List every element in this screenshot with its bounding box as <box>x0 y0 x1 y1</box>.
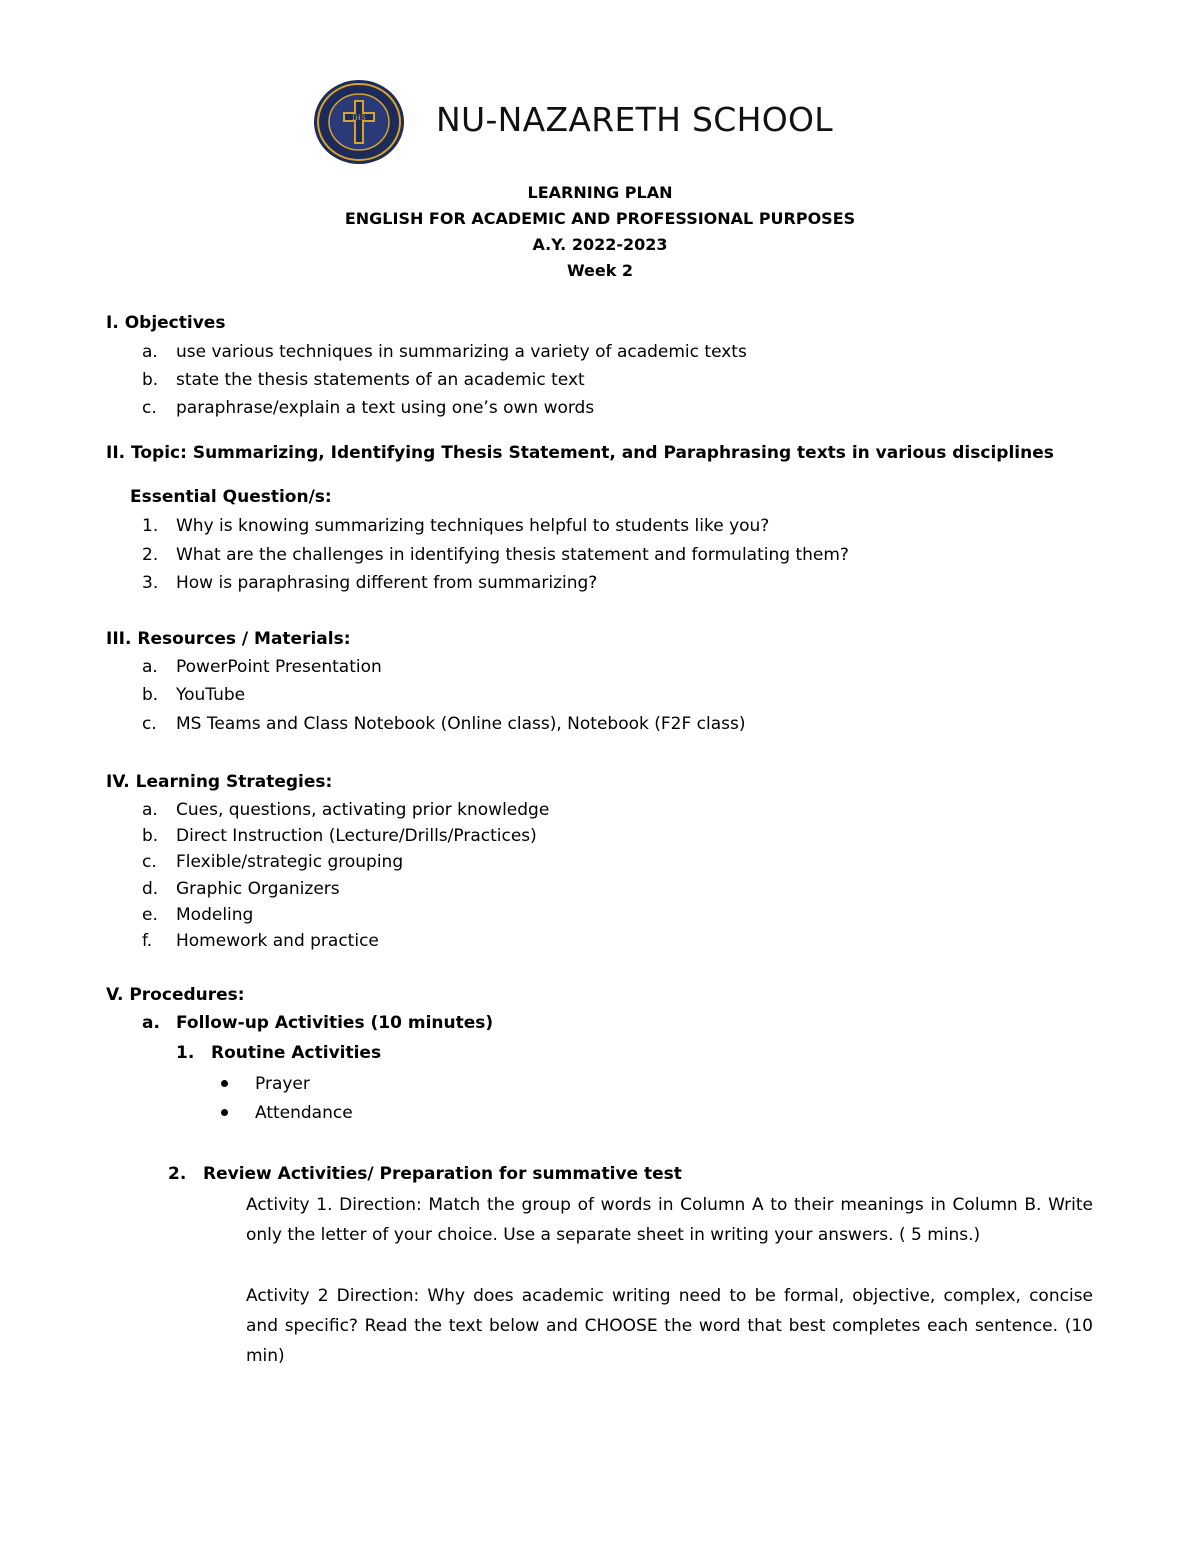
subject-title: ENGLISH FOR ACADEMIC AND PROFESSIONAL PURPOSES <box>344 209 856 228</box>
list-item: How is paraphrasing different from summarizing? <box>176 573 598 593</box>
list-item: PowerPoint Presentation <box>176 657 382 677</box>
list-item: Why is knowing summarizing techniques helpful to students like you? <box>176 516 770 536</box>
bullet-icon <box>221 1080 228 1087</box>
list-marker: a. <box>142 342 158 362</box>
list-item: What are the challenges in identifying thesis statement and formulating them? <box>176 545 849 565</box>
list-item: Direct Instruction (Lecture/Drills/Practices) <box>176 826 537 846</box>
list-marker: a. <box>142 800 158 820</box>
list-marker: e. <box>142 905 158 925</box>
list-item: state the thesis statements of an academic text <box>176 370 585 390</box>
list-marker: 2. <box>168 1164 187 1184</box>
section-strategies-heading: IV. Learning Strategies: <box>106 772 333 792</box>
list-marker: 1. <box>176 1043 195 1063</box>
list-marker: c. <box>142 398 157 418</box>
week-label: Week 2 <box>566 261 634 280</box>
review-activities-heading: Review Activities/ Preparation for summative test <box>203 1164 682 1184</box>
essential-questions-heading: Essential Question/s: <box>130 487 332 507</box>
list-marker: b. <box>142 370 159 390</box>
activity-1-direction: Activity 1. Direction: Match the group of words in Column A to their meanings in Column B. Write only the letter of your choice. Use a separate sheet in writing your answers. ( 5 mins.) <box>246 1195 1093 1245</box>
list-marker: a. <box>142 657 158 677</box>
list-item: paraphrase/explain a text using one’s own words <box>176 398 595 418</box>
list-item: use various techniques in summarizing a variety of academic texts <box>176 342 747 362</box>
list-item: Prayer <box>255 1074 310 1094</box>
section-procedures-heading: V. Procedures: <box>106 985 245 1005</box>
list-marker: b. <box>142 685 159 705</box>
routine-activities-heading: Routine Activities <box>211 1043 382 1063</box>
list-marker: b. <box>142 826 159 846</box>
list-marker: 2. <box>142 545 159 565</box>
list-item: Modeling <box>176 905 254 925</box>
school-name: NU-NAZARETH SCHOOL <box>436 100 833 139</box>
school-seal-logo <box>312 78 406 166</box>
list-item: Homework and practice <box>176 931 379 951</box>
list-item: MS Teams and Class Notebook (Online class), Notebook (F2F class) <box>176 714 746 734</box>
list-marker: f. <box>142 931 153 951</box>
list-marker: 3. <box>142 573 159 593</box>
list-item: Graphic Organizers <box>176 879 340 899</box>
list-marker: d. <box>142 879 159 899</box>
section-topic-heading: II. Topic: Summarizing, Identifying Thesis Statement, and Paraphrasing texts in various disciplines <box>106 443 1054 463</box>
activity-2-direction: Activity 2 Direction: Why does academic writing need to be formal, objective, complex, concise and specific? Read the text below and CHOOSE the word that best completes each sentence. (10 min) <box>246 1286 1093 1366</box>
list-item: Flexible/strategic grouping <box>176 852 404 872</box>
bullet-icon <box>221 1109 228 1116</box>
list-marker: c. <box>142 714 157 734</box>
doc-title: LEARNING PLAN <box>527 183 673 202</box>
section-resources-heading: III. Resources / Materials: <box>106 629 351 649</box>
list-marker: c. <box>142 852 157 872</box>
svg-text:IHS: IHS <box>352 114 366 122</box>
academic-year: A.Y. 2022-2023 <box>532 235 668 254</box>
list-item: YouTube <box>176 685 246 705</box>
follow-up-activities-heading: Follow-up Activities (10 minutes) <box>176 1013 494 1033</box>
list-item: Cues, questions, activating prior knowledge <box>176 800 550 820</box>
list-marker: a. <box>142 1013 160 1033</box>
list-marker: 1. <box>142 516 159 536</box>
list-item: Attendance <box>255 1103 353 1123</box>
section-objectives-heading: I. Objectives <box>106 313 226 333</box>
